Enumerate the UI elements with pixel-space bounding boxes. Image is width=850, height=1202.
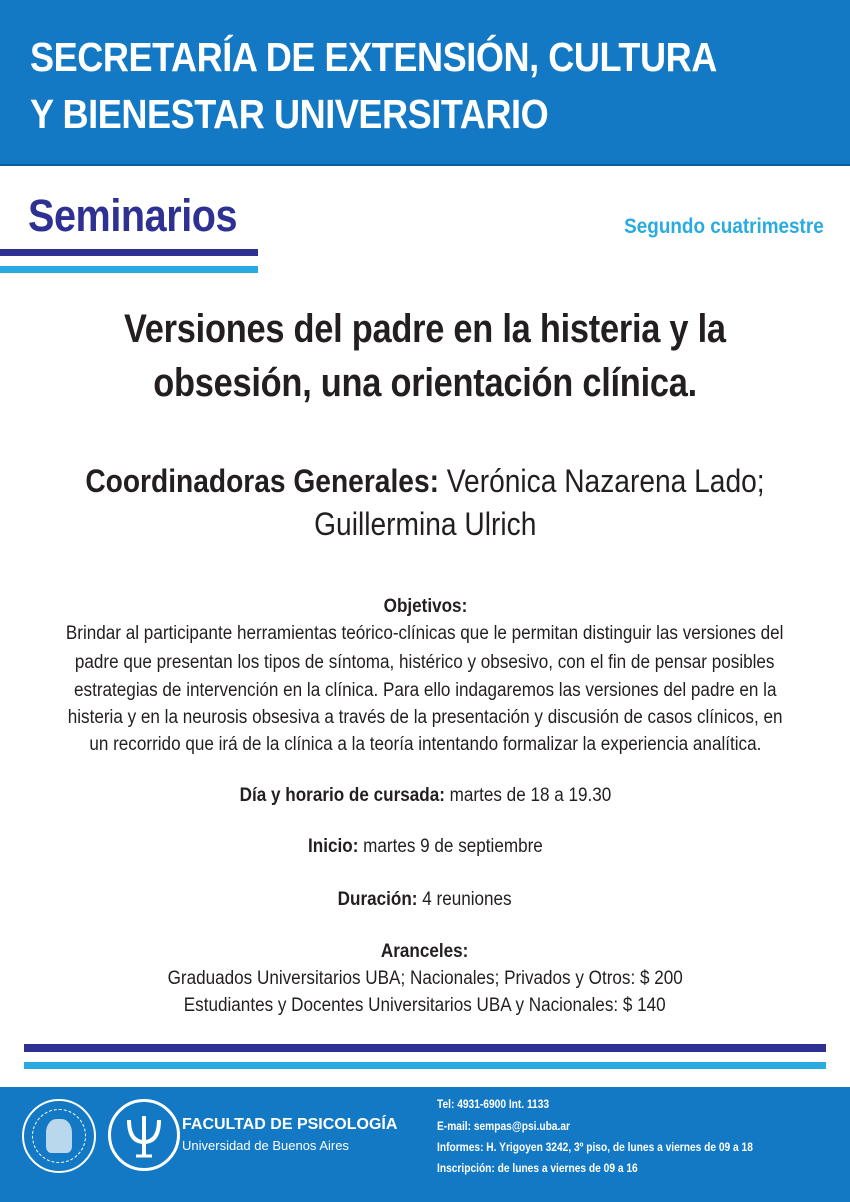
header-title-line1: SECRETARÍA DE EXTENSIÓN, CULTURA: [30, 34, 717, 80]
coordinators-names: Verónica Nazarena Lado;: [439, 463, 765, 499]
header-banner: [0, 0, 850, 166]
faculty-name: FACULTAD DE PSICOLOGÍA: [182, 1116, 398, 1133]
coordinators-line2: [0, 506, 850, 543]
objectives-line: histeria y en la neurosis obsesiva a través de la presentación y discusión de casos clínicos, en: [67, 707, 783, 728]
title-underline-light: [0, 266, 258, 273]
psi-logo-icon: [108, 1099, 180, 1171]
title-underline-dark: [0, 249, 258, 256]
coordinators-label: Coordinadoras Generales:: [85, 463, 440, 499]
objectives-label: Objetivos:: [383, 596, 467, 617]
start-row: [0, 836, 850, 858]
coordinators-names-cont: Guillermina Ulrich: [313, 506, 537, 542]
contact-signup: Inscripción: de lunes a viernes de 09 a 16: [437, 1161, 638, 1175]
footer: [0, 1087, 850, 1202]
footer-divider-light: [24, 1062, 826, 1069]
section-title: Seminarios: [28, 190, 238, 241]
university-name: Universidad de Buenos Aires: [182, 1138, 349, 1153]
schedule-label: Día y horario de cursada:: [239, 785, 445, 806]
objectives-line: Brindar al participante herramientas teórico-clínicas que le permitan distinguir las versiones del: [66, 623, 784, 644]
duration-label: Duración:: [338, 889, 418, 910]
fees-line2: Estudiantes y Docentes Universitarios UBA y Nacionales: $ 140: [184, 995, 666, 1016]
duration-row: [0, 889, 850, 911]
seminar-title-line2: obsesión, una orientación clínica.: [153, 361, 697, 405]
schedule-value: martes de 18 a 19.30: [444, 785, 611, 806]
objectives-line: un recorrido que irá de la clínica a la teoría intentando formalizar la experiencia analítica.: [88, 734, 762, 755]
objectives-line: padre que presentan los tipos de síntoma, histérico y obsesivo, con el fin de pensar posibles: [75, 652, 775, 673]
university-seal-icon: [22, 1099, 96, 1173]
contact-phone: Tel: 4931-6900 Int. 1133: [437, 1097, 550, 1111]
objectives-line: estrategias de intervención en la clínica. Para ello indagaremos las versiones del padre en la: [73, 680, 777, 701]
contact-email[interactable]: E-mail: sempas@psi.uba.ar: [437, 1119, 570, 1133]
start-label: Inicio:: [307, 836, 358, 857]
fees-line1: Graduados Universitarios UBA; Nacionales; Privados y Otros: $ 200: [167, 968, 683, 989]
contact-info: Informes: H. Yrigoyen 3242, 3º piso, de lunes a viernes de 09 a 18: [437, 1140, 753, 1154]
coordinators-line1: [0, 463, 850, 500]
seminar-title-line1: Versiones del padre en la histeria y la: [124, 307, 726, 351]
schedule-row: [0, 785, 850, 807]
start-value: martes 9 de septiembre: [357, 836, 543, 857]
duration-value: 4 reuniones: [417, 889, 512, 910]
fees-label: Aranceles:: [381, 941, 469, 962]
term-label: Segundo cuatrimestre: [624, 215, 824, 238]
footer-divider-dark: [24, 1044, 826, 1052]
header-title-line2: Y BIENESTAR UNIVERSITARIO: [30, 91, 549, 137]
